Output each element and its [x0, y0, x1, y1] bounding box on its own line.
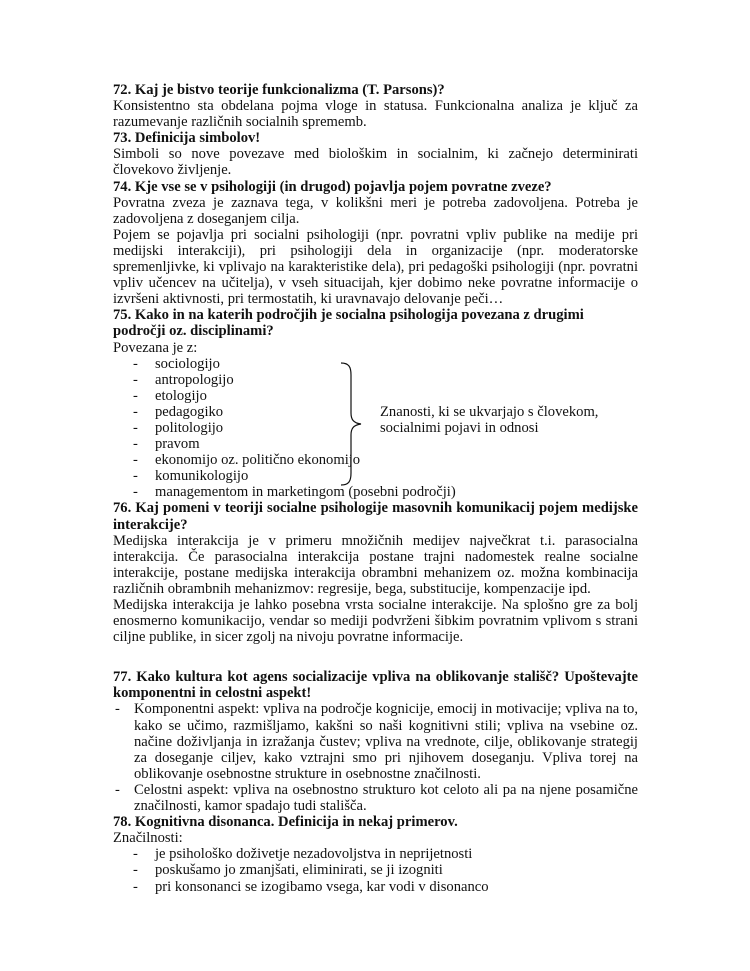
question-78-heading: 78. Kognitivna disonanca. Definicija in nekaj primerov.: [113, 814, 458, 831]
question-73-heading: 73. Definicija simbolov!: [113, 130, 261, 147]
list-item: - je psihološko doživetje nezadovoljstva in neprijetnosti: [133, 846, 473, 863]
curly-brace-icon: [339, 361, 369, 487]
answer-75-intro: Povezana je z:: [113, 339, 198, 356]
brace-annotation: Znanosti, ki se ukvarjajo s človekom, socialnimi pojavi in odnosi: [380, 403, 599, 436]
list-item: - ekonomijo oz. politično ekonomijo: [133, 452, 361, 469]
list-item: - managementom in marketingom (posebni področji): [133, 484, 456, 501]
answer-74-paragraph-1: Povratna zveza je zaznava tega, v kolikšni meri je potreba zadovoljena. Potreba je zadovoljena z doseganjem cilja.: [113, 194, 638, 227]
list-item: - pravom: [133, 436, 200, 453]
characteristics-list: [113, 846, 638, 894]
question-74-heading: 74. Kje vse se v psihologiji (in drugod) pojavlja pojem povratne zveze?: [113, 178, 552, 195]
answer-78-intro: Značilnosti:: [113, 830, 183, 847]
list-item: - sociologijo: [133, 355, 220, 372]
answer-76-paragraph-2: Medijska interakcija je lahko posebna vrsta socialne interakcije. Na splošno gre za bolj enosmerno komunikacijo, vendar so mediji podvrženi šibkim povratnim vplivom s strani ciljne publike, in sicer zgolj na nivoju povratne informacije.: [113, 597, 638, 646]
answer-72-paragraph: Konsistentno sta obdelana pojma vloge in statusa. Funkcionalna analiza je ključ za razumevanje različnih socialnih sprememb.: [113, 98, 638, 131]
aspects-list: [113, 701, 638, 814]
document-page: [113, 82, 638, 895]
question-77-heading: 77. Kako kultura kot agens socializacije vpliva na oblikovanje stališč? Upoštevajte komponentni in celostni aspekt!: [113, 669, 638, 702]
question-75-heading: 75. Kako in na katerih področjih je socialna psihologija povezana z drugimi področji oz. disciplinami?: [113, 307, 584, 340]
list-item: - etologijo: [133, 387, 207, 404]
disciplines-block: [113, 356, 638, 501]
list-item: - pedagogiko: [133, 403, 224, 420]
question-72-heading: 72. Kaj je bistvo teorije funkcionalizma (T. Parsons)?: [113, 82, 445, 98]
question-76-heading: 76. Kaj pomeni v teoriji socialne psihologije masovnih komunikacij pojem medijske interakcije?: [113, 500, 638, 533]
blank-line: [113, 645, 638, 661]
answer-74-paragraph-2: Pojem se pojavlja pri socialni psihologiji (npr. povratni vpliv publike na medije pri medijski interakciji), pri psihologiji dela in organizacije (npr. moderatorske spremenljivke, ki vplivajo na karakteristike dela), pri pedagoški psihologiji (npr. povratni vpliv učencev na učitelja), v vseh situacijah, kjer dobimo neke povratne informacije o izvršeni aktivnosti, pri termostatih, ki uravnavajo delovanje peči…: [113, 226, 638, 308]
answer-73-paragraph: Simboli so nove povezave med biološkim in socialnim, ki začnejo determinirati človekovo življenje.: [113, 146, 638, 179]
list-item: - pri konsonanci se izogibamo vsega, kar vodi v disonanco: [133, 878, 489, 895]
list-item: - komunikologijo: [133, 468, 249, 485]
answer-76-paragraph-1: Medijska interakcija je v primeru množičnih medijev največkrat t.i. parasocialna interakcija. Če parasocialna interakcija postane trajni nadomestek realne socialne interakcije, postane medijska interakcija obrambni mehanizem oz. možna kombinacija različnih obrambnih mehanizmov: regresije, bega, substitucije, kompenzacije ipd.: [113, 532, 638, 597]
list-item: - antropologijo: [133, 371, 234, 388]
list-item: - poskušamo jo zmanjšati, eliminirati, se ji izogniti: [133, 862, 443, 879]
list-item: - Celostni aspekt: vpliva na osebnostno strukturo kot celoto ali pa na njene posamične značilnosti, kamor spadajo tudi stališča.: [115, 781, 638, 815]
list-item: - politologijo: [133, 419, 224, 436]
list-item: - Komponentni aspekt: vpliva na področje kognicije, emocij in motivacije; vpliva na to, kako se učimo, razmišljamo, kakšni so naši kognitivni stili; vpliva na vsebine oz. načine doživljanja in izražanja čustev; vpliva na vrednote, cilje, oblikovanje strategij za doseganje ciljev, kako vztrajni smo pri njihovem doseganju. Vpliva torej na oblikovanje osebnostne strukture in osebnostne značilnosti.: [115, 701, 638, 782]
